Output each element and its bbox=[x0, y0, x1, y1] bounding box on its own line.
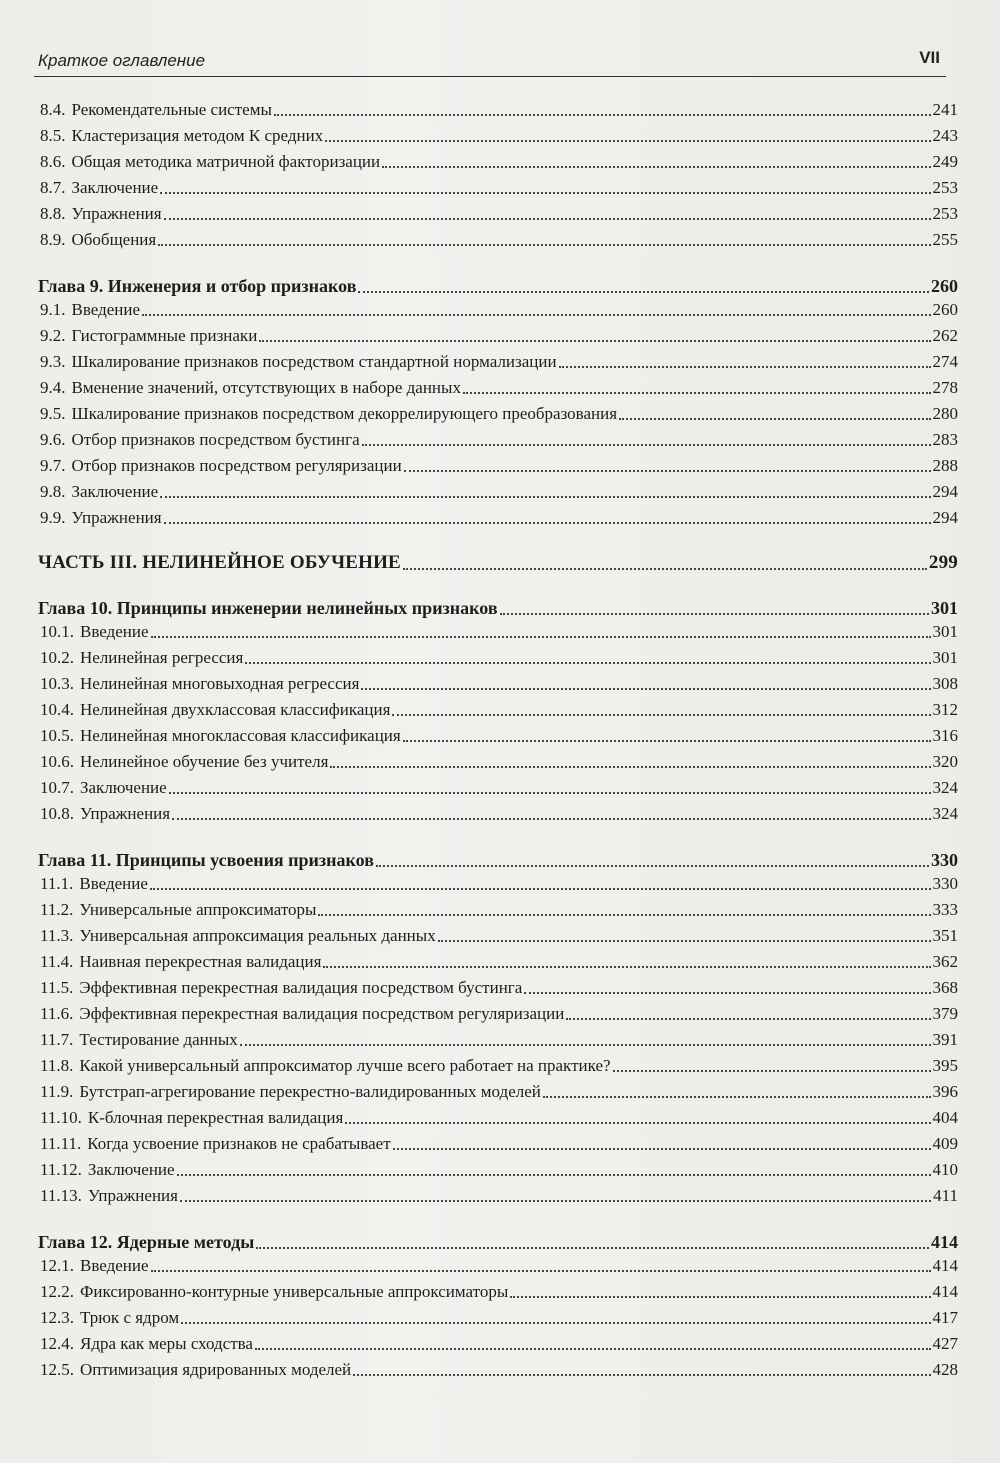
toc-entry-title: К-блочная перекрестная валидация bbox=[87, 1108, 344, 1127]
dot-leader bbox=[160, 496, 930, 498]
dot-leader bbox=[172, 818, 930, 820]
toc-entry-number: 10.8. bbox=[40, 804, 74, 823]
toc-page-number: 249 bbox=[932, 152, 958, 171]
toc-entry-title: Эффективная перекрестная валидация посредством регуляризации bbox=[79, 1004, 565, 1023]
toc-page-number: 324 bbox=[932, 804, 958, 823]
toc-entry-number: 11.2. bbox=[40, 900, 74, 919]
dot-leader bbox=[376, 865, 929, 867]
toc-entry bbox=[40, 1134, 958, 1154]
dot-leader bbox=[325, 140, 930, 142]
toc-entry-title: Когда усвоение признаков не срабатывает bbox=[87, 1134, 391, 1153]
toc-chapter-heading bbox=[38, 850, 958, 871]
toc-entry bbox=[40, 100, 958, 120]
toc-entry-number: 11.12. bbox=[40, 1160, 82, 1179]
dot-leader bbox=[392, 714, 930, 716]
dot-leader bbox=[543, 1096, 931, 1098]
toc-entry-title: Нелинейная регрессия bbox=[80, 648, 244, 667]
toc-entry-title: Введение bbox=[80, 1256, 149, 1275]
toc-entry-title: Гистограммные признаки bbox=[71, 326, 258, 345]
toc-page-number: 294 bbox=[932, 482, 958, 501]
toc-entry bbox=[40, 1186, 958, 1206]
toc-entry bbox=[40, 804, 958, 824]
toc-entry-title: Оптимизация ядрированных моделей bbox=[80, 1360, 352, 1379]
toc-entry-title: Глава 9. Инженерия и отбор признаков bbox=[38, 276, 357, 296]
toc-entry bbox=[40, 900, 958, 920]
toc-page-number: 253 bbox=[932, 178, 958, 197]
toc-page-number: 330 bbox=[931, 850, 958, 870]
dot-leader bbox=[500, 613, 929, 615]
toc-entry-title: Глава 10. Принципы инженерии нелинейных признаков bbox=[38, 598, 498, 618]
toc-page-number: 288 bbox=[932, 456, 958, 475]
toc-page-number: 411 bbox=[933, 1186, 958, 1205]
toc-entry bbox=[40, 778, 958, 798]
toc-entry-title: Упражнения bbox=[71, 204, 162, 223]
toc-entry-number: 11.10. bbox=[40, 1108, 82, 1127]
dot-leader bbox=[164, 522, 931, 524]
toc-entry-title: Бутстрап-агрегирование перекрестно-валидированных моделей bbox=[79, 1082, 541, 1101]
toc-entry-number: 10.4. bbox=[40, 700, 74, 719]
toc-entry bbox=[40, 1056, 958, 1076]
toc-page-number: 301 bbox=[931, 598, 958, 618]
toc-page-number: 301 bbox=[932, 622, 958, 641]
toc-entry-title: Универсальные аппроксиматоры bbox=[79, 900, 317, 919]
toc-entry bbox=[40, 378, 958, 398]
toc-page-number: 404 bbox=[932, 1108, 958, 1127]
toc-page-number: 253 bbox=[932, 204, 958, 223]
toc-entry bbox=[40, 178, 958, 198]
toc-entry-title: Заключение bbox=[71, 482, 159, 501]
toc-entry-title: Нелинейная двухклассовая классификация bbox=[80, 700, 391, 719]
toc-entry bbox=[40, 648, 958, 668]
dot-leader bbox=[259, 340, 930, 342]
toc-entry-title: Какой универсальный аппроксиматор лучше всего работает на практике? bbox=[79, 1056, 611, 1075]
toc-entry bbox=[40, 430, 958, 450]
toc-page-number: 274 bbox=[932, 352, 958, 371]
toc-entry-title: Нелинейная многоклассовая классификация bbox=[80, 726, 401, 745]
toc-entry-title: ЧАСТЬ III. НЕЛИНЕЙНОЕ ОБУЧЕНИЕ bbox=[38, 552, 401, 573]
toc-entry bbox=[40, 726, 958, 746]
toc-entry-number: 12.5. bbox=[40, 1360, 74, 1379]
dot-leader bbox=[619, 418, 930, 420]
toc-page-number: 308 bbox=[932, 674, 958, 693]
toc-entry-number: 9.2. bbox=[40, 326, 66, 345]
dot-leader bbox=[240, 1044, 931, 1046]
toc-entry-number: 9.9. bbox=[40, 508, 66, 527]
toc-page-number: 427 bbox=[932, 1334, 958, 1353]
toc-entry-title: Введение bbox=[79, 874, 148, 893]
toc-entry-number: 11.3. bbox=[40, 926, 74, 945]
toc-page-number: 241 bbox=[932, 100, 958, 119]
toc-entry-number: 9.7. bbox=[40, 456, 66, 475]
toc-entry bbox=[40, 700, 958, 720]
toc-entry bbox=[40, 926, 958, 946]
dot-leader bbox=[510, 1296, 930, 1298]
toc-entry-title: Ядра как меры сходства bbox=[80, 1334, 253, 1353]
toc-entry bbox=[40, 508, 958, 528]
toc-entry-number: 8.4. bbox=[40, 100, 66, 119]
toc-entry bbox=[40, 326, 958, 346]
dot-leader bbox=[393, 1148, 931, 1150]
header-page-number: VII bbox=[919, 48, 940, 67]
toc-entry-number: 10.1. bbox=[40, 622, 74, 641]
dot-leader bbox=[362, 444, 931, 446]
dot-leader bbox=[524, 992, 930, 994]
toc-page-number: 368 bbox=[932, 978, 958, 997]
toc-entry bbox=[40, 622, 958, 642]
toc-entry bbox=[40, 1030, 958, 1050]
toc-page-number: 409 bbox=[932, 1134, 958, 1153]
toc-entry-title: Эффективная перекрестная валидация посредством бустинга bbox=[79, 978, 523, 997]
toc-entry-title: Наивная перекрестная валидация bbox=[79, 952, 322, 971]
toc-entry-title: Упражнения bbox=[87, 1186, 178, 1205]
toc-entry-title: Введение bbox=[71, 300, 141, 319]
toc-entry-title: Заключение bbox=[80, 778, 167, 797]
toc-page-number: 278 bbox=[932, 378, 958, 397]
toc-entry-number: 9.8. bbox=[40, 482, 66, 501]
dot-leader bbox=[177, 1174, 931, 1176]
toc-page-number: 312 bbox=[932, 700, 958, 719]
toc-entry-number: 11.9. bbox=[40, 1082, 74, 1101]
toc-page-number: 283 bbox=[932, 430, 958, 449]
dot-leader bbox=[382, 166, 930, 168]
toc-entry-title: Отбор признаков посредством бустинга bbox=[71, 430, 360, 449]
dot-leader bbox=[613, 1070, 931, 1072]
toc-entry-number: 8.7. bbox=[40, 178, 66, 197]
dot-leader bbox=[323, 966, 930, 968]
dot-leader bbox=[169, 792, 931, 794]
dot-leader bbox=[566, 1018, 930, 1020]
toc-entry-number: 9.1. bbox=[40, 300, 66, 319]
dot-leader bbox=[245, 662, 930, 664]
toc-entry-number: 11.6. bbox=[40, 1004, 74, 1023]
toc-entry-title: Глава 11. Принципы усвоения признаков bbox=[38, 850, 374, 870]
toc-page-number: 414 bbox=[932, 1256, 958, 1275]
toc-entry bbox=[40, 230, 958, 250]
toc-page-number: 379 bbox=[932, 1004, 958, 1023]
toc-entry-number: 8.8. bbox=[40, 204, 66, 223]
toc-entry-title: Упражнения bbox=[71, 508, 162, 527]
toc-chapter-heading bbox=[38, 598, 958, 619]
dot-leader bbox=[151, 636, 931, 638]
toc-entry bbox=[40, 1360, 958, 1380]
dot-leader bbox=[160, 192, 930, 194]
dot-leader bbox=[142, 314, 930, 316]
toc-entry-number: 9.5. bbox=[40, 404, 66, 423]
dot-leader bbox=[438, 940, 931, 942]
toc-entry-number: 9.3. bbox=[40, 352, 66, 371]
dot-leader bbox=[463, 392, 931, 394]
dot-leader bbox=[274, 114, 931, 116]
toc-chapter-heading bbox=[38, 276, 958, 297]
toc-page-number: 280 bbox=[932, 404, 958, 423]
toc-page-number: 324 bbox=[932, 778, 958, 797]
toc-entry bbox=[40, 1082, 958, 1102]
toc-page-number: 351 bbox=[932, 926, 958, 945]
dot-leader bbox=[255, 1348, 931, 1350]
toc-entry-title: Рекомендательные системы bbox=[71, 100, 272, 119]
toc-entry-title: Заключение bbox=[87, 1160, 175, 1179]
toc-page-number: 362 bbox=[932, 952, 958, 971]
toc-page-number: 243 bbox=[932, 126, 958, 145]
toc-entry-title: Шкалирование признаков посредством декоррелирующего преобразования bbox=[71, 404, 618, 423]
toc-entry-number: 11.13. bbox=[40, 1186, 82, 1205]
toc-entry bbox=[40, 1282, 958, 1302]
toc-entry-number: 11.1. bbox=[40, 874, 74, 893]
toc-entry-title: Вменение значений, отсутствующих в наборе данных bbox=[71, 378, 461, 397]
toc-entry bbox=[40, 204, 958, 224]
toc-entry-number: 8.6. bbox=[40, 152, 66, 171]
toc-entry-title: Тестирование данных bbox=[79, 1030, 238, 1049]
dot-leader bbox=[181, 1322, 930, 1324]
toc-page-number: 417 bbox=[932, 1308, 958, 1327]
toc-entry bbox=[40, 1160, 958, 1180]
dot-leader bbox=[151, 1270, 931, 1272]
dot-leader bbox=[361, 688, 930, 690]
toc-page-number: 428 bbox=[932, 1360, 958, 1379]
toc-page-number: 255 bbox=[932, 230, 958, 249]
toc-page-number: 391 bbox=[932, 1030, 958, 1049]
toc-entry-title: Кластеризация методом К средних bbox=[71, 126, 324, 145]
toc-part-heading bbox=[38, 552, 958, 574]
toc-entry-number: 8.9. bbox=[40, 230, 66, 249]
dot-leader bbox=[404, 470, 931, 472]
toc-entry-title: Обобщения bbox=[71, 230, 157, 249]
toc-entry-title: Введение bbox=[80, 622, 149, 641]
toc-page-number: 299 bbox=[928, 552, 958, 573]
toc-page-number: 410 bbox=[932, 1160, 958, 1179]
toc-entry-title: Глава 12. Ядерные методы bbox=[38, 1232, 255, 1252]
toc-page-number: 301 bbox=[932, 648, 958, 667]
toc-page-number: 294 bbox=[932, 508, 958, 527]
toc-entry bbox=[40, 1256, 958, 1276]
toc-entry-title: Отбор признаков посредством регуляризации bbox=[71, 456, 402, 475]
toc-entry bbox=[40, 874, 958, 894]
toc-entry-number: 11.7. bbox=[40, 1030, 74, 1049]
toc-entry bbox=[40, 456, 958, 476]
toc-entry bbox=[40, 404, 958, 424]
toc-page-number: 396 bbox=[932, 1082, 958, 1101]
toc-entry bbox=[40, 1108, 958, 1128]
toc-page-number: 316 bbox=[932, 726, 958, 745]
toc-entry-number: 11.8. bbox=[40, 1056, 74, 1075]
toc-entry bbox=[40, 126, 958, 146]
toc-entry-title: Общая методика матричной факторизации bbox=[71, 152, 381, 171]
header-title: Краткое оглавление bbox=[38, 51, 206, 70]
dot-leader bbox=[256, 1247, 929, 1249]
toc-entry-number: 11.11. bbox=[40, 1134, 82, 1153]
toc-entry bbox=[40, 300, 958, 320]
dot-leader bbox=[403, 568, 927, 570]
dot-leader bbox=[158, 244, 930, 246]
toc-entry-number: 8.5. bbox=[40, 126, 66, 145]
dot-leader bbox=[403, 740, 931, 742]
toc-chapter-heading bbox=[38, 1232, 958, 1253]
toc-entry bbox=[40, 952, 958, 972]
toc-entry bbox=[40, 482, 958, 502]
toc-entry-title: Нелинейная многовыходная регрессия bbox=[80, 674, 360, 693]
toc-entry-number: 10.5. bbox=[40, 726, 74, 745]
toc-page-number: 414 bbox=[931, 1232, 958, 1252]
running-header bbox=[34, 46, 946, 77]
toc-entry bbox=[40, 674, 958, 694]
toc-page-number: 395 bbox=[932, 1056, 958, 1075]
toc-page-number: 414 bbox=[932, 1282, 958, 1301]
toc-entry-number: 9.6. bbox=[40, 430, 66, 449]
toc-entry bbox=[40, 352, 958, 372]
toc-entry-title: Заключение bbox=[71, 178, 159, 197]
toc-entry-number: 12.3. bbox=[40, 1308, 74, 1327]
toc-page-number: 262 bbox=[932, 326, 958, 345]
toc-entry bbox=[40, 1308, 958, 1328]
toc-entry-number: 10.7. bbox=[40, 778, 74, 797]
toc-entry bbox=[40, 152, 958, 172]
dot-leader bbox=[180, 1200, 931, 1202]
toc-entry-number: 12.2. bbox=[40, 1282, 74, 1301]
toc-entry-number: 9.4. bbox=[40, 378, 66, 397]
toc-entry-number: 10.3. bbox=[40, 674, 74, 693]
toc-entry-title: Трюк с ядром bbox=[80, 1308, 180, 1327]
toc-page-number: 330 bbox=[932, 874, 958, 893]
toc-entry-title: Нелинейное обучение без учителя bbox=[80, 752, 329, 771]
toc-entry bbox=[40, 752, 958, 772]
toc-page-number: 260 bbox=[932, 300, 958, 319]
toc-entry-title: Фиксированно-контурные универсальные аппроксиматоры bbox=[80, 1282, 509, 1301]
dot-leader bbox=[353, 1374, 930, 1376]
toc-page-number: 320 bbox=[932, 752, 958, 771]
toc-entry-number: 11.5. bbox=[40, 978, 74, 997]
toc-entry bbox=[40, 978, 958, 998]
toc-page-number: 260 bbox=[931, 276, 958, 296]
toc-entry-number: 11.4. bbox=[40, 952, 74, 971]
dot-leader bbox=[164, 218, 931, 220]
toc-entry bbox=[40, 1004, 958, 1024]
toc-entry-title: Универсальная аппроксимация реальных данных bbox=[79, 926, 436, 945]
dot-leader bbox=[358, 291, 929, 293]
dot-leader bbox=[150, 888, 931, 890]
dot-leader bbox=[318, 914, 930, 916]
dot-leader bbox=[345, 1122, 930, 1124]
toc-entry bbox=[40, 1334, 958, 1354]
toc-page-number: 333 bbox=[932, 900, 958, 919]
dot-leader bbox=[559, 366, 931, 368]
toc-entry-number: 12.4. bbox=[40, 1334, 74, 1353]
toc-entry-title: Упражнения bbox=[80, 804, 171, 823]
dot-leader bbox=[330, 766, 930, 768]
toc-entry-number: 10.6. bbox=[40, 752, 74, 771]
toc-entry-title: Шкалирование признаков посредством стандартной нормализации bbox=[71, 352, 557, 371]
toc-entry-number: 10.2. bbox=[40, 648, 74, 667]
toc-entry-number: 12.1. bbox=[40, 1256, 74, 1275]
